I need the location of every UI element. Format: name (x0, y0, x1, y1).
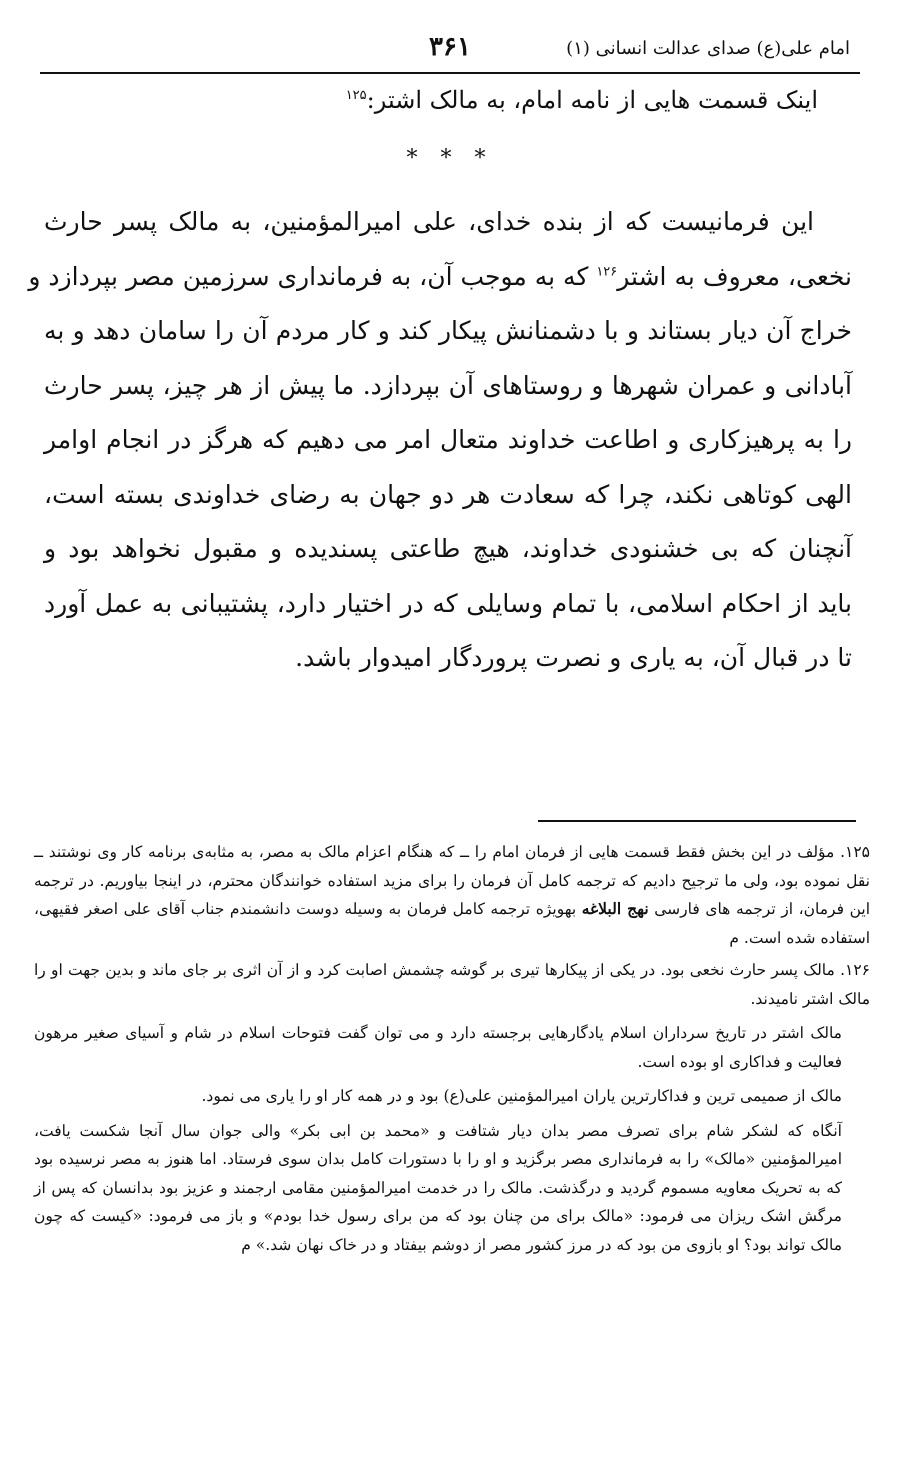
body-line: آبادانی و عمران شهرها و روستاهای آن بپردازد. ما پیش از هر چیز، پسر حارث (44, 370, 852, 400)
body-line (28, 250, 852, 305)
footnote-ref-125: ۱۲۵ (345, 88, 367, 103)
footnote-paragraph: مالک از صمیمی ترین و فداکارترین یاران امیرالمؤمنین علی(ع) بود و در همه کار او را یاری می نمود. (201, 1087, 842, 1105)
page-number: ۳۶۱ (429, 32, 471, 62)
footnote-ref-126: ۱۲۶ (596, 264, 618, 280)
letter-body (28, 195, 852, 686)
body-line-segment: که به موجب آن، به فرمانداری سرزمین مصر بپردازد و (28, 261, 597, 291)
footnote-number: ۱۲۵. (840, 843, 870, 861)
body-line: باید از احکام اسلامی، با تمام وسایلی که در اختیار دارد، پشتیبانی به عمل آورد (44, 588, 852, 618)
intro-text: اینک قسمت هایی از نامه امام، به مالک اشتر: (366, 86, 818, 114)
footnote-text: مؤلف در این بخش فقط قسمت هایی از فرمان امام را ــ که هنگام اعزام مالک به مصر، به مثابه‌ی برنامه کار وی نوشتند ــ نقل نموده بود، ولی ما ترجیح دادیم که ترجمه کامل آن فرمان را برای مزید استفاده خوانندگان محترم، در اینجا بیاوریم. در ترجمه این فرمان، از ترجمه های فارسی (34, 843, 870, 918)
footnote-number: ۱۲۶. (840, 961, 870, 979)
body-line: خراج آن دیار بستاند و با دشمنانش پیکار کند و کار مردم آن را سامان دهد و به (44, 316, 852, 345)
body-line: آنچنان که بی خشنودی خداوند، هیچ طاعتی پسندیده و مقبول نخواهد بود و (44, 534, 852, 563)
header-divider (40, 72, 860, 74)
footnote-paragraph: آنگاه که لشکر شام برای تصرف مصر بدان دیار شتافت و «محمد بن ابی بکر» والی جوان سال آنجا شکست یافت، امیرالمؤمنین «مالک» را به فرمانداری مصر برگزید و او را با دستورات کامل بدان سوی فرستاد. اما هنوز به مصر نرسیده بود که به تحریک معاویه مسموم گردید و درگذشت. مالک را در خدمت امیرالمؤمنین مقامی ارجمند و عزیز بود بدانسان که پس از مرگش اشک ریزان می فرمود: «مالک برای من چنان بود که من برای رسول خدا بودم» و باز می فرمود: «کیست که چون مالک تواند بود؟ او بازوی من بود که در مرز کشور مصر از دوشم بیفتاد و در خاک نهان شد.» م (34, 1121, 842, 1254)
footnote-126 (34, 956, 870, 1013)
running-header-title: امام علی(ع) صدای عدالت انسانی (۱) (566, 38, 850, 59)
book-title: نهج البلاغه (581, 899, 649, 918)
intro-line (346, 86, 818, 114)
body-line: الهی کوتاهی نکند، چرا که سعادت هر دو جهان به رضای خداوندی بسته است، (44, 479, 852, 509)
footnote-125 (34, 838, 870, 952)
body-line-segment: نخعی، معروف به اشتر (617, 261, 852, 291)
section-separator: * * * (406, 146, 494, 171)
page-header (40, 30, 860, 72)
footnote-text: بهویژه ترجمه کامل فرمان به وسیله دوست دانشمندم جناب آقای علی اصغر فقیهی، استفاده شده است. م (34, 900, 870, 947)
footnote-text: مالک پسر حارث نخعی بود. در یکی از پیکارها تیری بر گوشه چشمش اصابت کرد و از آن اثری بر جای ماند و بدین جهت او را مالک اشتر نامیدند. (34, 961, 870, 1008)
body-line: این فرمانیست که از بنده خدای، علی امیرالمؤمنین، به مالک پسر حارث (44, 207, 814, 236)
body-line: را به پرهیزکاری و اطاعت خداوند متعال امر می دهیم که هرگز در انجام اوامر (44, 425, 852, 454)
footnote-paragraph: مالک اشتر در تاریخ سرداران اسلام یادگارهایی برجسته دارد و می توان گفت فتوحات اسلام در شام و آسیای صغیر مرهون فعالیت و فداکاری او بوده است. (34, 1024, 842, 1071)
body-line: تا در قبال آن، به یاری و نصرت پروردگار امیدوار باشد. (295, 643, 852, 672)
footnote-divider (538, 820, 856, 822)
footnotes (34, 838, 870, 1259)
